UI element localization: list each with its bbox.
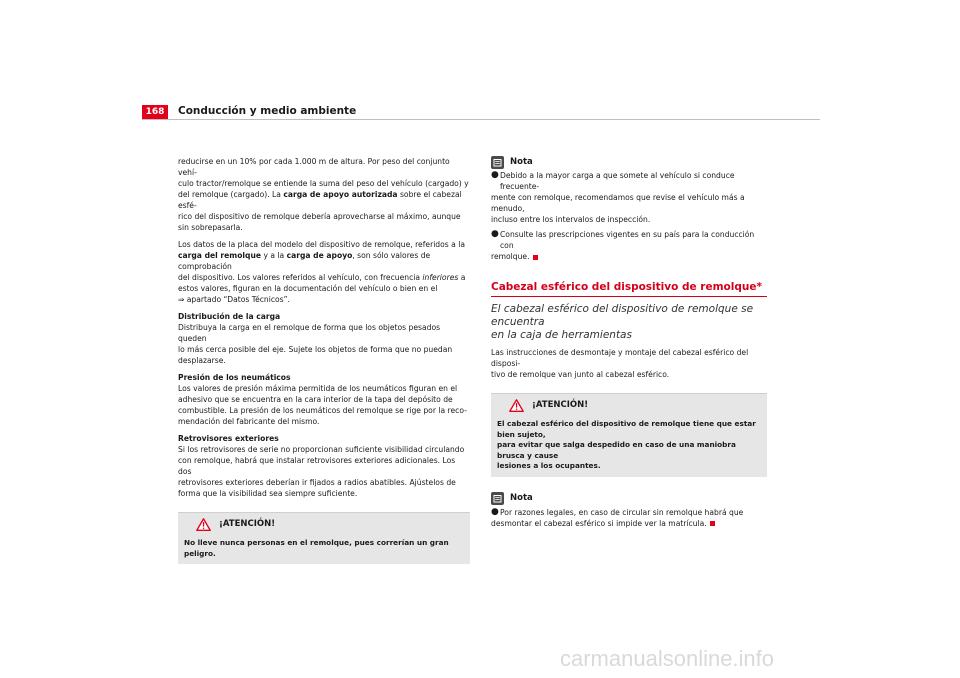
warning-header bbox=[491, 394, 767, 416]
subheading-retrovisores: Retrovisores exteriores bbox=[178, 434, 279, 443]
text-line bbox=[491, 251, 767, 262]
text-line: Los valores de presión máxima permitida de los neumáticos figuran en el bbox=[178, 384, 458, 393]
text-span: y a la bbox=[261, 251, 287, 260]
text-line bbox=[491, 518, 767, 529]
note-header bbox=[491, 154, 767, 170]
presion-section bbox=[178, 372, 470, 427]
note-info-icon bbox=[491, 492, 504, 505]
section-title: Cabezal esférico del dispositivo de remolque* bbox=[491, 281, 762, 293]
subsection-title bbox=[491, 303, 767, 342]
section-divider bbox=[491, 296, 767, 297]
text-line: Debido a la mayor carga a que somete al vehículo si conduce frecuente- bbox=[500, 171, 735, 191]
page-number: 168 bbox=[142, 105, 168, 119]
note-header bbox=[491, 491, 767, 507]
datos-paragraph bbox=[178, 239, 470, 305]
text-span: a bbox=[458, 273, 466, 282]
text-line: Consulte las prescripciones vigentes en su país para la conducción con bbox=[500, 230, 755, 250]
text-line: reducirse en un 10% por cada 1.000 m de altura. Por peso del conjunto vehí- bbox=[178, 157, 450, 177]
end-of-section-marker bbox=[710, 521, 715, 526]
text-line: lesiones a los ocupantes. bbox=[497, 461, 601, 470]
warning-triangle-icon bbox=[196, 518, 211, 531]
text-line: desplazarse. bbox=[178, 356, 226, 365]
warning-triangle-icon bbox=[509, 399, 524, 412]
note-block bbox=[491, 491, 767, 529]
text-line: estos valores, figuran en la documentación del vehículo o bien en el bbox=[178, 284, 438, 293]
note-block bbox=[491, 154, 767, 262]
text-line: Los datos de la placa del modelo del dispositivo de remolque, referidos a la bbox=[178, 240, 465, 249]
list-item: ● Consulte las prescripciones vigentes en su país para la conducción con bbox=[491, 229, 767, 251]
text-line: forma que la visibilidad sea siempre suficiente. bbox=[178, 489, 358, 498]
text-line bbox=[178, 272, 470, 283]
list-item: ● Por razones legales, en caso de circular sin remolque habrá que bbox=[491, 506, 744, 517]
text-line: retrovisores exteriores deberían ir fijados a radios abatibles. Ajústelos de bbox=[178, 478, 456, 487]
warning-box bbox=[178, 512, 470, 564]
text-line: mente con remolque, recomendamos que revise el vehículo más a menudo, bbox=[491, 193, 745, 213]
warning-text: No lleve nunca personas en el remolque, pues correrían un gran peligro. bbox=[184, 538, 449, 558]
retrovisores-section bbox=[178, 433, 470, 499]
text-line: Por razones legales, en caso de circular sin remolque habrá que bbox=[500, 507, 744, 517]
warning-text bbox=[491, 416, 767, 477]
text-line: para evitar que salga despedido en caso de una maniobra brusca y cause bbox=[497, 440, 736, 460]
text-line: incluso entre los intervalos de inspección. bbox=[491, 215, 651, 224]
note-title: Nota bbox=[510, 493, 533, 503]
text-line: Distribuya la carga en el remolque de forma que los objetos pesados queden bbox=[178, 323, 441, 343]
text-line: adhesivo que se encuentra en la cara interior de la tapa del depósito de bbox=[178, 395, 453, 404]
term-carga-apoyo-autorizada: carga de apoyo autorizada bbox=[283, 190, 398, 199]
text-line: El cabezal esférico del dispositivo de remolque tiene que estar bien sujeto, bbox=[497, 419, 756, 439]
text-line: rico del dispositivo de remolque debería aprovecharse al máximo, aunque bbox=[178, 212, 461, 221]
note-title: Nota bbox=[510, 156, 533, 167]
text-line: sin sobrepasarla. bbox=[178, 223, 243, 232]
subtitle-line: El cabezal esférico del dispositivo de remolque se encuentra bbox=[491, 303, 754, 328]
list-item: ● Debido a la mayor carga a que somete al vehículo si conduce frecuente- bbox=[491, 170, 767, 192]
text-line: Las instrucciones de desmontaje y montaje del cabezal esférico del disposi- bbox=[491, 348, 749, 368]
text-span: del remolque (cargado). La bbox=[178, 190, 284, 199]
text-span: remolque. bbox=[491, 252, 530, 261]
text-line: combustible. La presión de los neumáticos del remolque se rige por la reco- bbox=[178, 406, 467, 415]
text-line: culo tractor/remolque se entiende la suma del peso del vehículo (cargado) y bbox=[178, 179, 469, 188]
warning-box bbox=[491, 393, 767, 477]
text-span: , son sólo valores de comprobación bbox=[178, 251, 431, 271]
section-cabezal bbox=[491, 280, 767, 380]
text-line: tivo de remolque van junto al cabezal esférico. bbox=[491, 370, 670, 379]
subheading-distribucion: Distribución de la carga bbox=[178, 312, 281, 321]
chapter-title: Conducción y medio ambiente bbox=[178, 105, 357, 117]
term-carga-apoyo: carga de apoyo bbox=[286, 251, 353, 260]
subtitle-line: en la caja de herramientas bbox=[491, 329, 632, 341]
note-info-icon bbox=[491, 156, 504, 169]
text-span: del dispositivo. Los valores referidos al vehículo, con frecuencia bbox=[178, 273, 423, 282]
left-column bbox=[178, 156, 470, 564]
cross-reference-link[interactable]: ⇒ apartado “Datos Técnicos”. bbox=[178, 295, 290, 304]
warning-title: ¡ATENCIÓN! bbox=[532, 399, 589, 410]
term-carga-remolque: carga del remolque bbox=[178, 251, 262, 260]
warning-title: ¡ATENCIÓN! bbox=[219, 518, 276, 529]
text-span: desmontar el cabezal esférico si impide ver la matrícula. bbox=[491, 518, 707, 528]
subheading-presion: Presión de los neumáticos bbox=[178, 373, 291, 382]
text-line: mendación del fabricante del mismo. bbox=[178, 417, 320, 426]
header-divider bbox=[142, 119, 820, 120]
emphasis-inferiores: inferiores bbox=[422, 273, 459, 282]
right-column bbox=[491, 156, 767, 529]
text-line: con remolque, habrá que instalar retrovisores exteriores adicionales. Los dos bbox=[178, 456, 456, 476]
text-line: lo más cerca posible del eje. Sujete los objetos de forma que no puedan bbox=[178, 345, 453, 354]
watermark: carmanualsonline.info bbox=[560, 646, 775, 671]
text-span: sobre el cabezal esfé- bbox=[178, 190, 462, 210]
text-line bbox=[178, 189, 470, 211]
warning-header bbox=[178, 513, 470, 535]
intro-paragraph bbox=[178, 156, 470, 233]
distribucion-section bbox=[178, 311, 470, 366]
end-of-section-marker bbox=[533, 255, 538, 260]
text-line bbox=[178, 250, 470, 272]
text-line: Si los retrovisores de serie no proporcionan suficiente visibilidad circulando bbox=[178, 445, 465, 454]
